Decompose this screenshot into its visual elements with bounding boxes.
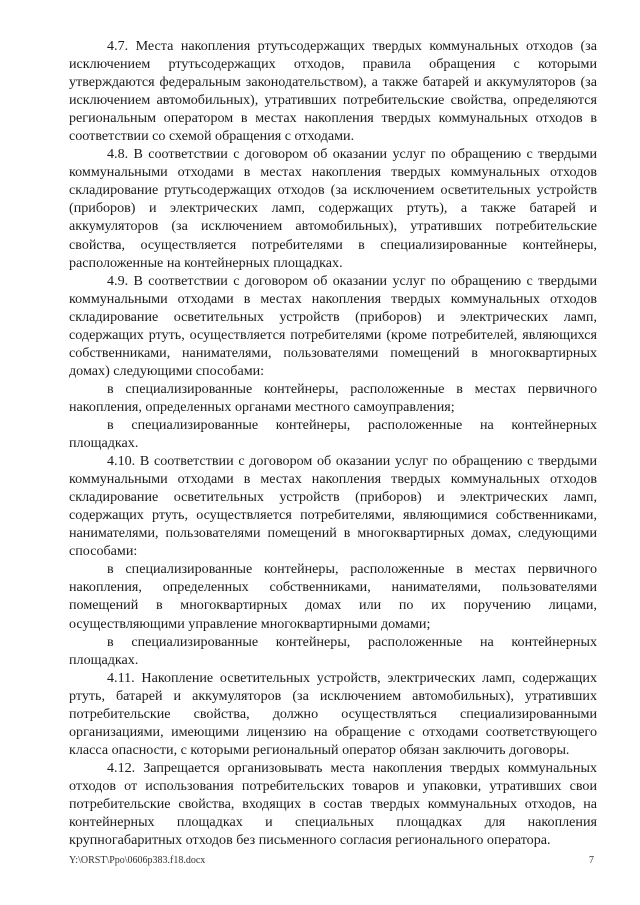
page-footer (69, 855, 594, 866)
paragraph-4-8: 4.8. В соответствии с договором об оказании услуг по обращению с твердыми коммунальными отходами в местах накопления твердых коммунальных отходов складирование ртутьсодержащих отходов (за исключением осветительных устройств (приборов) и электрических ламп, содержащих ртуть), а также батарей и аккумуляторов (за исключением автомобильных), утративших потребительские свойства, осуществляется потребителями в специализированные контейнеры, расположенные на контейнерных площадках. (69, 146, 597, 271)
paragraph-4-9-item-1: в специализированные контейнеры, расположенные в местах первичного накопления, определенных органами местного самоуправления; (69, 380, 597, 415)
paragraph-4-9-item-2: в специализированные контейнеры, расположенные на контейнерных площадках. (69, 416, 597, 452)
page-number: 7 (589, 855, 594, 866)
paragraph-4-10: 4.10. В соответствии с договором об оказании услуг по обращению с твердыми коммунальными отходами в местах накопления твердых коммунальных отходов складирование осветительных устройств (приборов) и электрических ламп, содержащих ртуть, осуществляется потребителями, являющимися собственниками, нанимателями, пользователями помещений в многоквартирных домах, следующими способами: (69, 453, 597, 560)
paragraph-4-12: 4.12. Запрещается организовывать места накопления твердых коммунальных отходов от использования потребительских товаров и упаковки, утративших свои потребительские свойства, входящих в состав твердых коммунальных отходов, на контейнерных площадках и специальных площадках для накопления крупногабаритных отходов без письменного согласия регионального оператора. (69, 759, 597, 849)
paragraph-4-11: 4.11. Накопление осветительных устройств, электрических ламп, содержащих ртуть, батарей и аккумуляторов (за исключением автомобильных), утративших потребительские свойства, должно осуществляться специализированными организациями, имеющими лицензию на обращение с отходами соответствующего класса опасности, с которыми региональный оператор обязан заключить договоры. (69, 669, 597, 758)
paragraph-4-10-item-2: в специализированные контейнеры, расположенные на контейнерных площадках. (69, 633, 597, 668)
footer-file-path: Y:\ORST\Ppo\0606p383.f18.docx (69, 855, 206, 866)
paragraph-4-9: 4.9. В соответствии с договором об оказании услуг по обращению с твердыми коммунальными отходами в местах накопления твердых коммунальных отходов складирование осветительных устройств (приборов) и электрических ламп, содержащих ртуть, осуществляется потребителями (кроме потребителей, являющихся собственниками, нанимателями, пользователями помещений в многоквартирных домах) следующими способами: (69, 272, 597, 379)
paragraph-4-7: 4.7. Места накопления ртутьсодержащих твердых коммунальных отходов (за исключением ртутьсодержащих отходов, правила обращения с которыми утверждаются федеральным законодательством), а также батарей и аккумуляторов (за исключением автомобильных), утративших потребительские свойства, определяются региональным оператором в местах накопления твердых коммунальных отходов в соответствии со схемой обращения с отходами. (69, 38, 597, 145)
document-body (69, 37, 597, 849)
paragraph-4-10-item-1: в специализированные контейнеры, расположенные в местах первичного накопления, определенных собственниками, нанимателями, пользователями помещений в многоквартирных домах или по их поручению лицами, осуществляющими управление многоквартирными домами; (69, 561, 597, 632)
